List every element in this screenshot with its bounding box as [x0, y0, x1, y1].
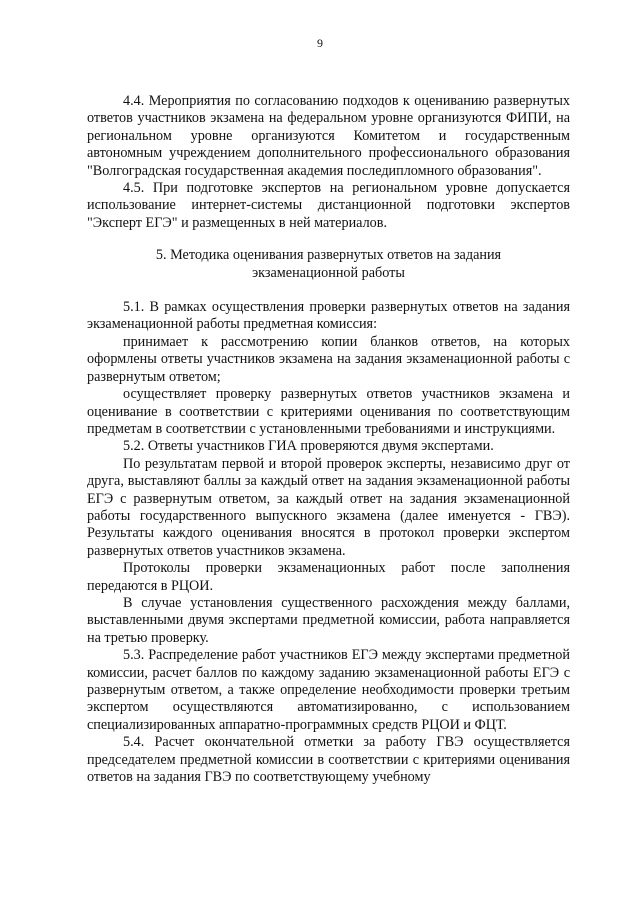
document-body	[87, 93, 570, 786]
paragraph-4-5: 4.5. При подготовке экспертов на региональном уровне допускается использование интернет-системы дистанционной подготовки экспертов "Эксперт ЕГЭ" и размещенных в ней материалов.	[87, 180, 570, 231]
paragraph-5-1: 5.1. В рамках осуществления проверки развернутых ответов на задания экзаменационной работы предметная комиссия:	[87, 299, 570, 333]
paragraph-5-4: 5.4. Расчет окончательной отметки за работу ГВЭ осуществляется председателем предметной комиссии в соответствии с критериями оценивания ответов на задания ГВЭ по соответствующему учебному	[87, 734, 570, 786]
section-heading-line-2: экзаменационной работы	[252, 264, 405, 281]
paragraph-5-1-item-1: принимает к рассмотрению копии бланков ответов, на которых оформлены ответы участников экзамена на задания экзаменационной работы с развернутым ответом;	[87, 333, 570, 385]
paragraph-5-2-results: По результатам первой и второй проверок эксперты, независимо друг от друга, выставляют баллы за каждый ответ на задания экзаменационной работы ЕГЭ с развернутым ответом, за каждый ответ на задания экзаменационной работы государственного выпускного экзамена (далее именуется - ГВЭ). Результаты каждого оценивания вносятся в протокол проверки экспертом развернутых ответов участников экзамена.	[87, 455, 570, 559]
paragraph-5-2-protocols: Протоколы проверки экзаменационных работ после заполнения передаются в РЦОИ.	[87, 560, 570, 594]
section-heading-line-1: 5. Методика оценивания развернутых ответов на задания	[155, 247, 502, 264]
paragraph-5-1-item-2: осуществляет проверку развернутых ответов участников экзамена и оценивание в соответствии с критериями оценивания по соответствующим предметам в соответствии с установленными требованиями и инструкциями.	[87, 386, 570, 437]
paragraph-5-2-discrepancy: В случае установления существенного расхождения между баллами, выставленными двумя экспертами предметной комиссии, работа направляется на третью проверку.	[87, 594, 570, 646]
paragraph-5-2: 5.2. Ответы участников ГИА проверяются двумя экспертами.	[123, 438, 494, 455]
section-heading-5	[87, 247, 570, 282]
page-number: 9	[317, 36, 323, 50]
paragraph-4-4: 4.4. Мероприятия по согласованию подходов к оцениванию развернутых ответов участников экзамена на федеральном уровне организуются ФИПИ, на региональном уровне организуются Комитетом и государственным автономным учреждением дополнительного профессионального образования "Волгоградская государственная академия последипломного образования".	[87, 93, 570, 179]
paragraph-5-3: 5.3. Распределение работ участников ЕГЭ между экспертами предметной комиссии, расчет баллов по каждому заданию экзаменационной работы ЕГЭ с развернутым ответом, а также определение необходимости проверки третьим экспертом осуществляются автоматизированно, с использованием специализированных аппаратно-программных средств РЦОИ и ФЦТ.	[87, 647, 570, 733]
